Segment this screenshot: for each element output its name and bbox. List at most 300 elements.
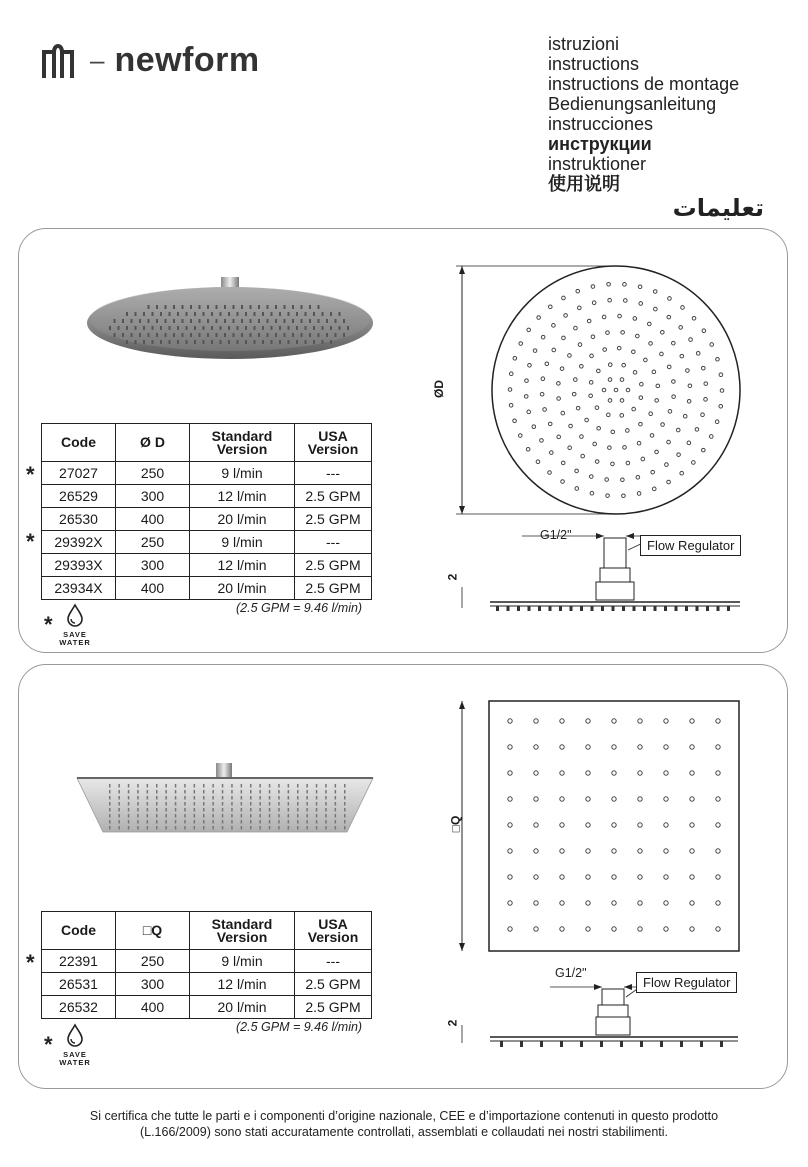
nozzle-dot (508, 927, 512, 931)
nozzle-dot (608, 399, 612, 403)
nozzle-dot (184, 790, 186, 794)
nozzle-dot (165, 808, 167, 812)
nozzle-dot (568, 354, 572, 358)
nozzle-dot (254, 312, 256, 316)
nozzle-dot (194, 790, 196, 794)
nozzle-dot (216, 305, 218, 309)
nozzle-dot (622, 494, 626, 498)
nozzle-dot (572, 392, 576, 396)
nozzle-dot (513, 356, 517, 360)
nozzle-dot (212, 802, 214, 806)
nozzle-dot (271, 312, 273, 316)
nozzle-dot (543, 408, 547, 412)
nozzle-dot (720, 1041, 723, 1047)
nozzle-dot (528, 606, 531, 611)
nozzle-dot (194, 820, 196, 824)
nozzle-dot (590, 354, 594, 358)
nozzle-dot (220, 340, 222, 344)
nozzle-dot (690, 771, 694, 775)
nozzle-dot (557, 435, 561, 439)
nozzle-dot (258, 305, 260, 309)
nozzle-dot (109, 820, 111, 824)
nozzle-dot (636, 476, 640, 480)
nozzle-dot (199, 319, 201, 323)
nozzle-dot (259, 802, 261, 806)
nozzle-dot (612, 797, 616, 801)
nozzle-dot (541, 377, 545, 381)
nozzle-dot (716, 745, 720, 749)
nozzle-dot (316, 784, 318, 788)
nozzle-dot (680, 471, 684, 475)
nozzle-dot (561, 411, 565, 415)
nozzle-dot (716, 875, 720, 879)
nozzle-dot (222, 814, 224, 818)
nozzle-dot (165, 796, 167, 800)
nozzle-dot (271, 326, 273, 330)
nozzle-dot (552, 324, 556, 328)
nozzle-dot (560, 367, 564, 371)
nozzle-dot (143, 326, 145, 330)
nozzle-dot (288, 796, 290, 800)
square-technical-drawing (440, 697, 760, 1057)
nozzle-dot (269, 814, 271, 818)
nozzle-dot (131, 333, 133, 337)
nozzle-dot (649, 412, 653, 416)
nozzle-dot (241, 826, 243, 830)
nozzle-dot (147, 790, 149, 794)
nozzle-dot (624, 299, 628, 303)
nozzle-dot (118, 808, 120, 812)
nozzle-dot (231, 808, 233, 812)
nozzle-dot (231, 790, 233, 794)
nozzle-dot (716, 357, 720, 361)
nozzle-dot (548, 471, 552, 475)
nozzle-dot (608, 378, 612, 382)
nozzle-dot (620, 399, 624, 403)
nozzle-dot (716, 901, 720, 905)
nozzle-dot (228, 326, 230, 330)
nozzle-dot (318, 305, 320, 309)
nozzle-dot (612, 771, 616, 775)
nozzle-dot (639, 302, 643, 306)
nozzle-dot (109, 790, 111, 794)
nozzle-dot (550, 451, 554, 455)
nozzle-dot (637, 492, 641, 496)
nozzle-dot (279, 340, 281, 344)
nozzle-dot (245, 326, 247, 330)
nozzle-dot (532, 425, 536, 429)
nozzle-dot (305, 340, 307, 344)
nozzle-dot (580, 364, 584, 368)
nozzle-dot (278, 790, 280, 794)
nozzle-dot (344, 796, 346, 800)
nozzle-dot (175, 820, 177, 824)
nozzle-dot (648, 322, 652, 326)
thread-label: G1/2" (555, 966, 587, 980)
flow-regulator-label: Flow Regulator (636, 972, 737, 993)
nozzle-dot (664, 927, 668, 931)
nozzle-dot (250, 802, 252, 806)
nozzle-dot (541, 335, 545, 339)
nozzle-dot (237, 312, 239, 316)
nozzle-dot (552, 348, 556, 352)
nozzle-dot (701, 448, 705, 452)
nozzle-dot (250, 319, 252, 323)
save-water-badge: SAVE WATER (55, 604, 95, 647)
nozzle-dot (297, 784, 299, 788)
nozzle-dot (137, 814, 139, 818)
nozzle-dot (306, 796, 308, 800)
nozzle-dot (190, 333, 192, 337)
nozzle-dot (231, 826, 233, 830)
nozzle-dot (612, 849, 616, 853)
nozzle-dot (692, 316, 696, 320)
nozzle-dot (612, 927, 616, 931)
nozzle-dot (250, 808, 252, 812)
nozzle-dot (593, 442, 597, 446)
nozzle-dot (540, 392, 544, 396)
nozzle-dot (147, 796, 149, 800)
nozzle-dot (692, 461, 696, 465)
gpm-conversion: (2.5 GPM = 9.46 l/min) (236, 1020, 363, 1034)
nozzle-dot (702, 366, 706, 370)
nozzle-dot (194, 796, 196, 800)
nozzle-dot (177, 340, 179, 344)
nozzle-dot (534, 927, 538, 931)
nozzle-dot (212, 784, 214, 788)
nozzle-dot (275, 333, 277, 337)
nozzle-dot (222, 808, 224, 812)
nozzle-dot (716, 927, 720, 931)
nozzle-dot (600, 1041, 603, 1047)
nozzle-dot (564, 314, 568, 318)
nozzle-dot (254, 340, 256, 344)
nozzle-dot (271, 340, 273, 344)
nozzle-dot (326, 333, 328, 337)
nozzle-dot (184, 820, 186, 824)
nozzle-dot (325, 808, 327, 812)
nozzle-dot (194, 814, 196, 818)
nozzle-dot (118, 802, 120, 806)
nozzle-dot (606, 331, 610, 335)
nozzle-dot (612, 745, 616, 749)
nozzle-dot (241, 814, 243, 818)
nozzle-dot (644, 358, 648, 362)
nozzle-dot (231, 784, 233, 788)
nozzle-dot (279, 326, 281, 330)
table-row: 23934X 400 20 l/min 2.5 GPM (42, 577, 372, 600)
nozzle-dot (664, 606, 667, 611)
nozzle-dot (560, 823, 564, 827)
nozzle-dot (259, 784, 261, 788)
nozzle-dot (231, 802, 233, 806)
col-side: □Q (116, 912, 190, 950)
nozzle-dot (118, 796, 120, 800)
nozzle-dot (508, 823, 512, 827)
nozzle-dot (537, 316, 541, 320)
nozzle-dot (527, 410, 531, 414)
nozzle-dot (316, 790, 318, 794)
nozzle-dot (716, 797, 720, 801)
nozzle-dot (250, 826, 252, 830)
nozzle-dot (585, 418, 589, 422)
nozzle-dot (212, 790, 214, 794)
nozzle-dot (267, 305, 269, 309)
nozzle-dot (305, 312, 307, 316)
nozzle-dot (325, 826, 327, 830)
nozzle-dot (292, 319, 294, 323)
nozzle-dot (148, 305, 150, 309)
nozzle-dot (612, 901, 616, 905)
nozzle-dot (508, 771, 512, 775)
nozzle-dot (695, 428, 699, 432)
nozzle-dot (526, 447, 530, 451)
nozzle-dot (222, 784, 224, 788)
nozzle-dot (591, 606, 594, 611)
nozzle-dot (716, 771, 720, 775)
nozzle-dot (128, 814, 130, 818)
nozzle-dot (258, 319, 260, 323)
nozzle-dot (344, 802, 346, 806)
table-row: 29393X 300 12 l/min 2.5 GPM (42, 554, 372, 577)
nozzle-dot (237, 340, 239, 344)
nozzle-dot (109, 808, 111, 812)
nozzle-dot (650, 434, 654, 438)
nozzle-dot (165, 790, 167, 794)
nozzle-dot (186, 312, 188, 316)
nozzle-dot (330, 326, 332, 330)
nozzle-dot (580, 1041, 583, 1047)
nozzle-dot (175, 826, 177, 830)
nozzle-dot (540, 1041, 543, 1047)
nozzle-dot (316, 802, 318, 806)
nozzle-dot (318, 319, 320, 323)
nozzle-dot (508, 797, 512, 801)
nozzle-dot (687, 399, 691, 403)
nozzle-dot (109, 796, 111, 800)
nozzle-dot (143, 340, 145, 344)
nozzle-dot (109, 814, 111, 818)
nozzle-dot (574, 326, 578, 330)
square-spec-table (41, 911, 372, 1019)
nozzle-dot (222, 796, 224, 800)
nozzle-dot (250, 814, 252, 818)
nozzle-dot (228, 340, 230, 344)
nozzle-dot (147, 808, 149, 812)
nozzle-dot (626, 461, 630, 465)
nozzle-dot (339, 326, 341, 330)
nozzle-dot (297, 814, 299, 818)
nozzle-dot (576, 406, 580, 410)
nozzle-dot (194, 312, 196, 316)
nozzle-dot (128, 826, 130, 830)
nozzle-dot (147, 784, 149, 788)
nozzle-dot (220, 312, 222, 316)
nozzle-dot (194, 826, 196, 830)
nozzle-dot (190, 305, 192, 309)
nozzle-dot (156, 796, 158, 800)
nozzle-dot (612, 719, 616, 723)
nozzle-dot (284, 333, 286, 337)
nozzle-dot (534, 771, 538, 775)
nozzle-dot (513, 419, 517, 423)
nozzle-dot (259, 808, 261, 812)
nozzle-dot (254, 326, 256, 330)
nozzle-dot (199, 333, 201, 337)
nozzle-dot (316, 820, 318, 824)
nozzle-dot (592, 301, 596, 305)
logo-dash: – (90, 44, 105, 75)
nozzle-dot (186, 326, 188, 330)
nozzle-dot (652, 487, 656, 491)
nozzle-dot (269, 790, 271, 794)
nozzle-dot (207, 319, 209, 323)
nozzle-dot (241, 333, 243, 337)
nozzle-dot (296, 340, 298, 344)
nozzle-dot (608, 298, 612, 302)
nozzle-dot (586, 745, 590, 749)
nozzle-dot (259, 826, 261, 830)
nozzle-dot (575, 469, 579, 473)
nozzle-dot (675, 606, 678, 611)
nozzle-dot (680, 354, 684, 358)
nozzle-dot (500, 1041, 503, 1047)
nozzle-dot (175, 784, 177, 788)
nozzle-dot (655, 450, 659, 454)
save-water-asterisk: * (44, 612, 53, 637)
nozzle-dot (538, 606, 541, 611)
nozzle-dot (534, 849, 538, 853)
nozzle-dot (690, 745, 694, 749)
diameter-label: ØD (432, 380, 446, 398)
nozzle-dot (241, 808, 243, 812)
nozzle-dot (292, 305, 294, 309)
nozzle-dot (173, 333, 175, 337)
nozzle-dot (638, 849, 642, 853)
nozzle-dot (147, 802, 149, 806)
language-item: istruzioni (548, 34, 620, 54)
nozzle-dot (690, 719, 694, 723)
nozzle-dot (241, 802, 243, 806)
nozzle-dot (549, 305, 553, 309)
nozzle-dot (184, 814, 186, 818)
nozzle-dot (679, 326, 683, 330)
nozzle-dot (211, 312, 213, 316)
nozzle-dot (175, 808, 177, 812)
flow-regulator-label: Flow Regulator (640, 535, 741, 556)
nozzle-dot (131, 319, 133, 323)
nozzle-dot (664, 901, 668, 905)
nozzle-dot (534, 901, 538, 905)
nozzle-dot (681, 306, 685, 310)
nozzle-dot (259, 814, 261, 818)
nozzle-dot (534, 797, 538, 801)
nozzle-dot (258, 333, 260, 337)
nozzle-dot (165, 826, 167, 830)
nozzle-dot (672, 341, 676, 345)
nozzle-dot (203, 808, 205, 812)
nozzle-dot (250, 820, 252, 824)
nozzle-dot (611, 462, 615, 466)
nozzle-dot (306, 826, 308, 830)
nozzle-dot (519, 342, 523, 346)
nozzle-dot (194, 340, 196, 344)
nozzle-dot (147, 826, 149, 830)
nozzle-dot (231, 820, 233, 824)
nozzle-dot (623, 283, 627, 287)
nozzle-dot (325, 784, 327, 788)
nozzle-dot (586, 901, 590, 905)
thread-label: G1/2" (540, 528, 572, 542)
nozzle-dot (508, 849, 512, 853)
nozzle-dot (241, 319, 243, 323)
nozzle-dot (496, 606, 499, 611)
nozzle-dot (245, 312, 247, 316)
nozzle-dot (557, 382, 561, 386)
nozzle-dot (664, 771, 668, 775)
nozzle-dot (250, 796, 252, 800)
nozzle-dot (262, 340, 264, 344)
nozzle-dot (122, 319, 124, 323)
nozzle-dot (638, 823, 642, 827)
nozzle-dot (719, 373, 723, 377)
col-standard: Standard Version (190, 912, 295, 950)
nozzle-dot (288, 814, 290, 818)
nozzle-dot (570, 606, 573, 611)
nozzle-dot (560, 875, 564, 879)
language-item: instruktioner (548, 154, 647, 174)
nozzle-dot (717, 606, 720, 611)
nozzle-dot (301, 333, 303, 337)
nozzle-dot (637, 441, 641, 445)
nozzle-dot (633, 371, 637, 375)
nozzle-dot (339, 312, 341, 316)
table-row: 29392X 250 9 l/min --- (42, 531, 372, 554)
nozzle-dot (643, 606, 646, 611)
nozzle-dot (569, 424, 573, 428)
nozzle-dot (203, 784, 205, 788)
nozzle-dot (667, 440, 671, 444)
nozzle-dot (165, 820, 167, 824)
nozzle-dot (325, 820, 327, 824)
nozzle-dot (160, 312, 162, 316)
nozzle-dot (640, 1041, 643, 1047)
nozzle-dot (665, 463, 669, 467)
nozzle-dot (147, 820, 149, 824)
nozzle-dot (575, 487, 579, 491)
nozzle-dot (560, 797, 564, 801)
nozzle-dot (316, 808, 318, 812)
nozzle-dot (222, 826, 224, 830)
nozzle-dot (152, 340, 154, 344)
nozzle-dot (137, 820, 139, 824)
nozzle-dot (595, 406, 599, 410)
nozzle-dot (676, 428, 680, 432)
nozzle-dot (305, 326, 307, 330)
nozzle-dot (335, 826, 337, 830)
nozzle-dot (156, 333, 158, 337)
nozzle-dot (275, 305, 277, 309)
nozzle-dot (284, 305, 286, 309)
nozzle-dot (267, 333, 269, 337)
nozzle-dot (165, 319, 167, 323)
nozzle-dot (313, 312, 315, 316)
nozzle-dot (601, 606, 604, 611)
nozzle-dot (574, 378, 578, 382)
nozzle-dot (152, 312, 154, 316)
nozzle-dot (128, 820, 130, 824)
save-water-marker: * (26, 462, 35, 487)
